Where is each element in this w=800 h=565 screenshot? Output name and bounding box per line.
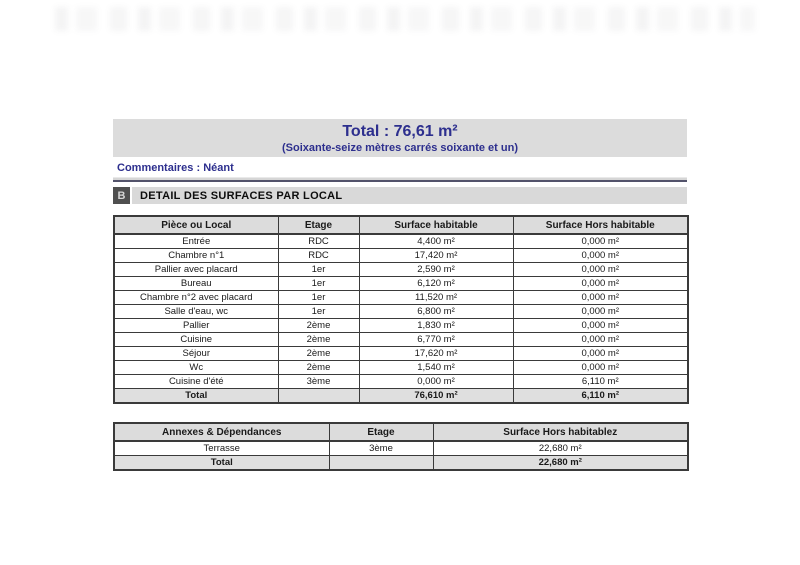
cell-piece: Entrée [114, 234, 278, 249]
cell-etage: 1er [278, 305, 359, 319]
cell-total-hors: 6,110 m² [513, 389, 688, 404]
table-row [114, 441, 688, 456]
table-row [114, 305, 688, 319]
cell-hors: 0,000 m² [513, 263, 688, 277]
cell-habitable: 0,000 m² [359, 375, 513, 389]
column-header-annexes: Annexes & Dépendances [114, 423, 329, 441]
table-row [114, 234, 688, 249]
cell-habitable: 1,830 m² [359, 319, 513, 333]
cell-piece: Chambre n°2 avec placard [114, 291, 278, 305]
cell-piece: Séjour [114, 347, 278, 361]
cell-etage: RDC [278, 234, 359, 249]
cell-habitable: 2,590 m² [359, 263, 513, 277]
column-header-piece: Pièce ou Local [114, 216, 278, 234]
table-header-row [114, 216, 688, 234]
cell-etage: 2ème [278, 333, 359, 347]
cell-piece: Wc [114, 361, 278, 375]
total-row [114, 389, 688, 404]
cell-hors: 22,680 m² [433, 441, 688, 456]
cell-etage: 3ème [278, 375, 359, 389]
column-header-habitable: Surface habitable [359, 216, 513, 234]
table-header-row [114, 423, 688, 441]
column-header-etage: Etage [329, 423, 433, 441]
column-header-hors-habitable: Surface Hors habitablez [433, 423, 688, 441]
cell-total-label: Total [114, 389, 278, 404]
cell-etage: 1er [278, 277, 359, 291]
cell-etage: RDC [278, 249, 359, 263]
table-row [114, 347, 688, 361]
cell-hors: 0,000 m² [513, 333, 688, 347]
cell-habitable: 6,120 m² [359, 277, 513, 291]
cell-habitable: 17,420 m² [359, 249, 513, 263]
section-header [113, 187, 687, 204]
table-row [114, 375, 688, 389]
cell-total-label: Total [114, 456, 329, 471]
faded-scan-artifact [55, 7, 755, 31]
cell-piece: Pallier avec placard [114, 263, 278, 277]
cell-etage [278, 389, 359, 404]
table-row [114, 291, 688, 305]
total-summary-box [113, 119, 687, 157]
cell-hors: 0,000 m² [513, 277, 688, 291]
surfaces-table [113, 215, 689, 404]
cell-piece: Cuisine d'été [114, 375, 278, 389]
column-header-hors-habitable: Surface Hors habitable [513, 216, 688, 234]
table-row [114, 333, 688, 347]
cell-etage: 2ème [278, 319, 359, 333]
cell-hors: 0,000 m² [513, 319, 688, 333]
table-row [114, 277, 688, 291]
cell-hors: 0,000 m² [513, 361, 688, 375]
cell-total-habitable: 76,610 m² [359, 389, 513, 404]
cell-habitable: 6,800 m² [359, 305, 513, 319]
total-row [114, 456, 688, 471]
cell-hors: 6,110 m² [513, 375, 688, 389]
cell-total-hors: 22,680 m² [433, 456, 688, 471]
section-title: DETAIL DES SURFACES PAR LOCAL [132, 187, 687, 204]
surface-report [113, 119, 687, 471]
cell-etage: 2ème [278, 347, 359, 361]
cell-etage: 1er [278, 291, 359, 305]
cell-hors: 0,000 m² [513, 249, 688, 263]
cell-hors: 0,000 m² [513, 305, 688, 319]
table-row [114, 249, 688, 263]
cell-hors: 0,000 m² [513, 291, 688, 305]
cell-habitable: 4,400 m² [359, 234, 513, 249]
cell-habitable: 1,540 m² [359, 361, 513, 375]
section-divider [113, 177, 687, 182]
cell-hors: 0,000 m² [513, 234, 688, 249]
cell-etage: 1er [278, 263, 359, 277]
cell-etage [329, 456, 433, 471]
cell-piece: Cuisine [114, 333, 278, 347]
cell-annexe: Terrasse [114, 441, 329, 456]
cell-piece: Chambre n°1 [114, 249, 278, 263]
grand-total-text: Total : 76,61 m² [342, 123, 458, 140]
cell-habitable: 6,770 m² [359, 333, 513, 347]
cell-etage: 3ème [329, 441, 433, 456]
table-row [114, 263, 688, 277]
table-row [114, 361, 688, 375]
annexes-table [113, 422, 689, 471]
cell-habitable: 17,620 m² [359, 347, 513, 361]
table-row [114, 319, 688, 333]
cell-piece: Bureau [114, 277, 278, 291]
total-in-words-text: (Soixante-seize mètres carrés soixante et un) [282, 142, 518, 154]
cell-hors: 0,000 m² [513, 347, 688, 361]
cell-etage: 2ème [278, 361, 359, 375]
cell-piece: Salle d'eau, wc [114, 305, 278, 319]
comments-text: Commentaires : Néant [117, 162, 234, 174]
cell-piece: Pallier [114, 319, 278, 333]
column-header-etage: Etage [278, 216, 359, 234]
cell-habitable: 11,520 m² [359, 291, 513, 305]
section-letter-badge: B [113, 187, 130, 204]
